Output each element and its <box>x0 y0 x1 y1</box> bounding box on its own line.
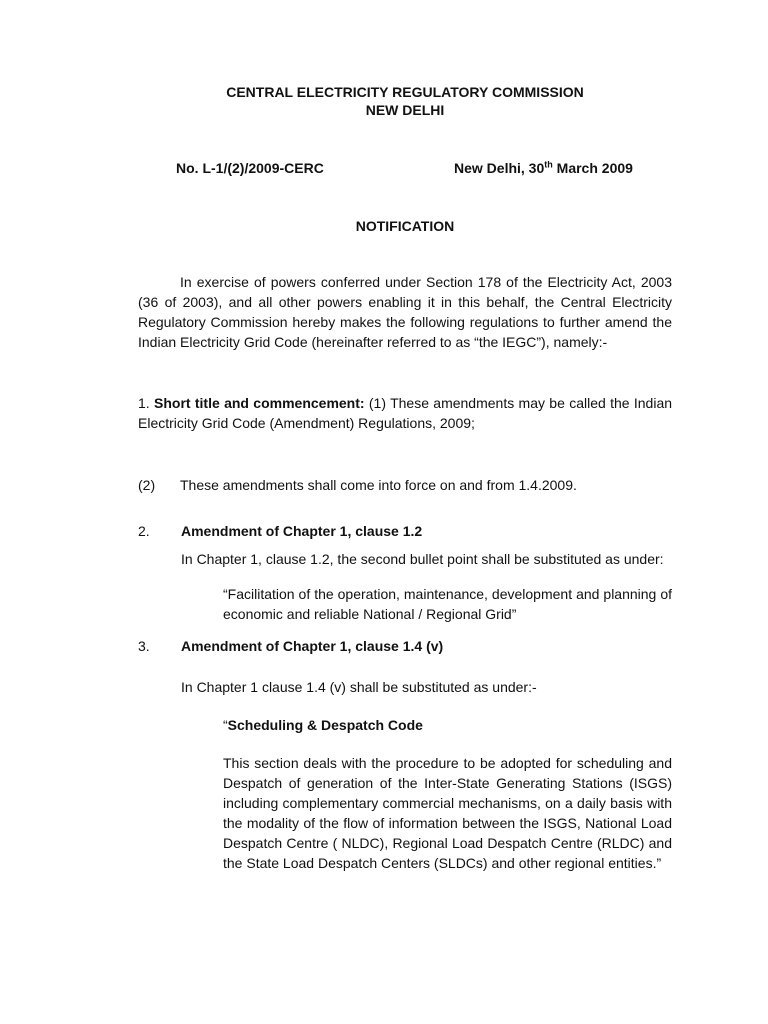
date-superscript: th <box>544 159 553 170</box>
code-title <box>223 715 423 735</box>
section-1-text: (1) These amendments may be called the Indian Electricity Grid Code (Amendment) Regulations, 2009; <box>138 395 673 431</box>
section-3-number: 3. <box>138 638 150 654</box>
date-prefix: New Delhi, 30 <box>454 160 545 176</box>
org-title: CENTRAL ELECTRICITY REGULATORY COMMISSION <box>226 84 584 100</box>
section-3-intro: In Chapter 1 clause 1.4 (v) shall be substituted as under:- <box>181 679 537 695</box>
section-1-paragraph <box>138 393 672 433</box>
section-1-heading: Short title and commencement: <box>154 395 365 411</box>
section-1-number: 1. <box>138 395 150 411</box>
reference-number: No. L-1/(2)/2009-CERC <box>176 160 324 176</box>
section-3-body: This section deals with the procedure to be adopted for scheduling and Despatch of generation of the Inter-State Generating Stations (ISGS) including complementary commercial mechanisms, on a daily basis with the modality of the flow of information between the ISGS, National Load Despatch Centre ( NLDC), Regional Load Despatch Centre (RLDC) and the State Load Despatch Centers (SLDCs) and other regional entities.” <box>223 755 672 871</box>
city-title: NEW DELHI <box>365 102 445 118</box>
section-2-heading: Amendment of Chapter 1, clause 1.2 <box>181 523 423 539</box>
section-1-sub2-text: These amendments shall come into force on and from 1.4.2009. <box>180 477 577 493</box>
code-title-text: Scheduling & Despatch Code <box>227 717 423 733</box>
section-2-number: 2. <box>138 523 150 539</box>
section-2-intro: In Chapter 1, clause 1.2, the second bullet point shall be substituted as under: <box>181 551 664 567</box>
date-suffix: March 2009 <box>552 160 633 176</box>
notification-heading: NOTIFICATION <box>355 218 455 234</box>
section-1-sub2-number: (2) <box>138 477 156 493</box>
section-3-heading: Amendment of Chapter 1, clause 1.4 (v) <box>181 638 444 654</box>
section-2-quote: “Facilitation of the operation, maintenance, development and planning of economic and reliable National / Regional Grid” <box>223 586 672 622</box>
preamble-paragraph: In exercise of powers conferred under Section 178 of the Electricity Act, 2003 (36 of 2003), and all other powers enabling it in this behalf, the Central Electricity Regulatory Commission hereby makes the following regulations to further amend the Indian Electricity Grid Code (hereinafter referred to as “the IEGC”), namely:- <box>138 274 672 350</box>
code-title-quote: “ <box>223 717 228 733</box>
notification-date <box>454 158 633 178</box>
